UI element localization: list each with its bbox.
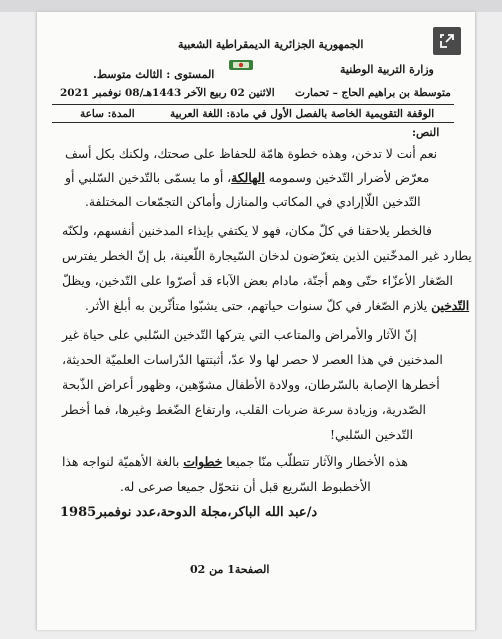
para2-line1: فالخطر يلاحقنا في كلّ مكان، فهو لا يكتفي بإيذاء المدخنين أنفسهم، ولكنّه: [62, 224, 432, 238]
level-label: المستوى : الثالث متوسط.: [93, 68, 215, 81]
para1-line3: التّدخين اللّاإرادي في المكاتب والمنازل وأماكن التجمّعات المختلفة.: [85, 195, 421, 209]
page-number: الصفحة1 من 02: [190, 563, 270, 576]
para3-line1: إنّ الآثار والأمراض والمتاعب التي يتركها التّدخين السّلبي على حياة غير: [62, 328, 417, 342]
para2-line2: يطارد غير المدخّنين الذين يتعرّضون لدخان السّيجارة اللّعينة، بل إنّ الخطر يفترس: [62, 249, 472, 263]
exam-duration: المدة: ساعة: [80, 108, 135, 120]
school-logo: [228, 56, 254, 74]
para3-line3: أخطرها الإصابة بالسّرطان، وولادة الأطفال مشوّهين، وظهور أعراض الذّبحة: [62, 378, 440, 392]
republic-title: الجمهورية الجزائرية الديمقراطية الشعبية: [178, 38, 364, 51]
header-divider: [52, 104, 454, 105]
text-label: النص:: [412, 126, 440, 139]
viewer-top-strip: [0, 0, 502, 12]
para3-line5: التّدخين السّلبي!: [330, 428, 414, 442]
word-alhalika: الهالكة: [231, 170, 265, 185]
title-divider: [52, 122, 454, 123]
word-altadkhin: التّدخين: [431, 298, 470, 313]
ministry-label: وزارة التربية الوطنية: [340, 63, 434, 76]
para2-line4: التّدخين يلازم الصّغار في كلّ سنوات حياتهم، حتى يشبّوا متأثّرين به أبلغ الأثر.: [85, 298, 470, 313]
school-name: متوسطة بن براهيم الحاج – تحمارت: [295, 87, 451, 99]
para3-line2: المدخنين في هذا العصر لا حصر لها ولا عدّ، أثبتتها الدّراسات العلميّة الحديثة،: [62, 353, 443, 367]
source-citation: د/عبد الله الباكر،مجلة الدوحة،عدد نوفمبر1985: [60, 505, 318, 520]
expand-icon: [439, 33, 455, 49]
para1-line2: معرّض لأضرار التّدخين وسمومه الهالكة، أو ما يسمّى بالتّدخين السّلبي أو: [65, 170, 430, 185]
para4-line2: الأخطبوط السّريع قبل أن نتحوّل جميعا صرعى له.: [120, 480, 371, 494]
exam-title: الوقفة التقويمية الخاصة بالفصل الأول في مادة: اللغة العربية: [170, 108, 435, 120]
para1-line1: نعم أنت لا تدخن، وهذه خطوة هامّة للحفاظ على صحتك، ولكنك بكل أسف: [65, 147, 438, 161]
word-khutuwat: خطوات: [183, 454, 223, 469]
para2-line3: الصّغار الأعزّاء حتّى وهم أجنّة، مادام بعض الآباء قد أصرّوا على التّدخين، ويظلّ: [62, 274, 453, 288]
exam-date: الاثنين 02 ربيع الآخر 1443هـ/08 نوفمبر 2021: [60, 87, 275, 99]
expand-button[interactable]: [433, 27, 461, 55]
para3-line4: الصّدرية، وزيادة سرعة ضربات القلب، وارتفاع الضّغط وغيرها، فما أخطر: [62, 403, 426, 417]
para4-line1: هذه الأخطار والآثار تتطلّب منّا جميعا خطوات بالغة الأهميّة لنواجه هذا: [62, 454, 408, 469]
